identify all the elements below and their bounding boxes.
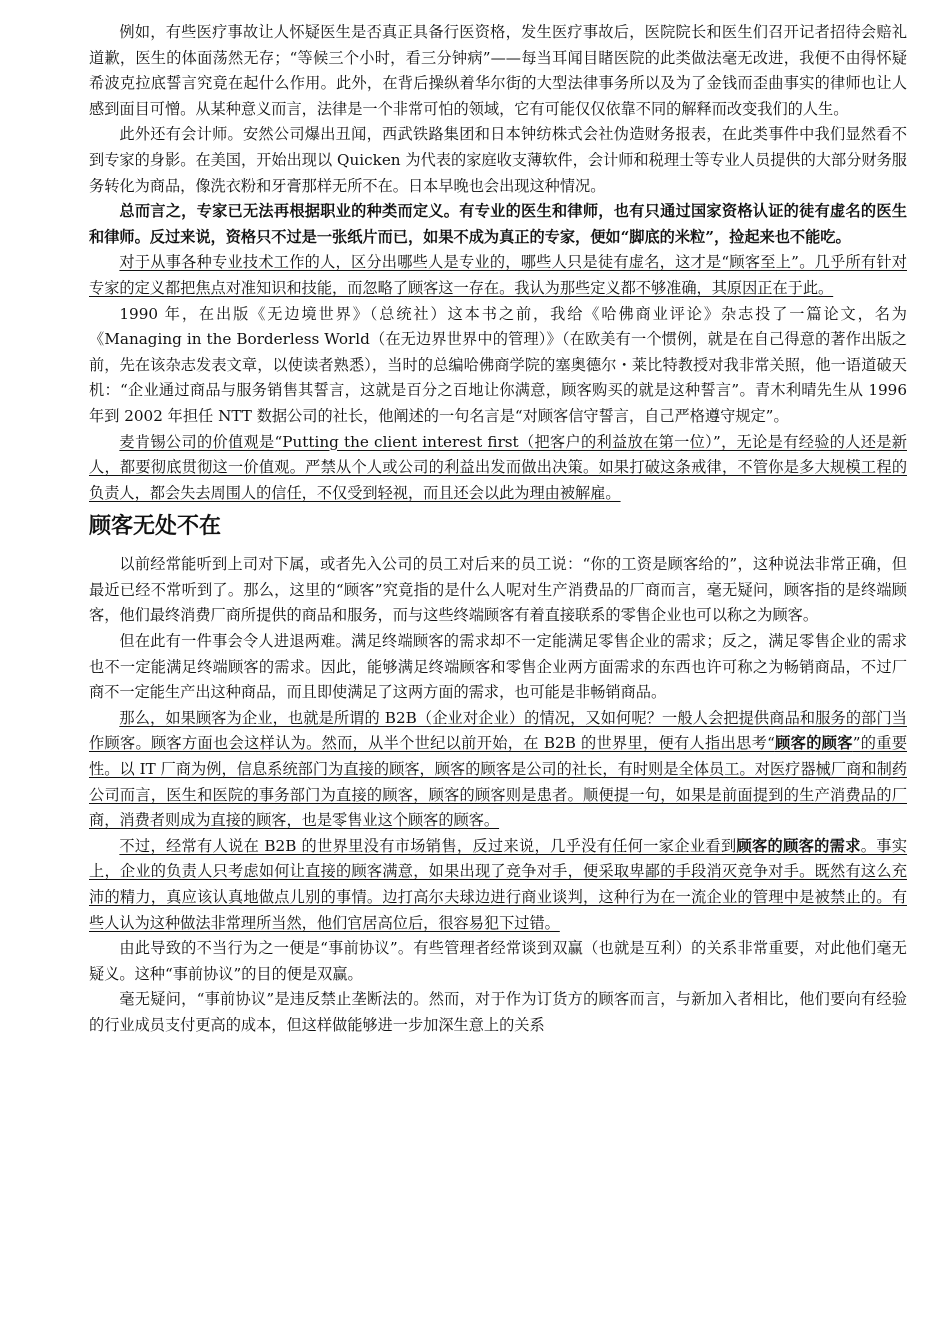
paragraph-who-is-customer: 以前经常能听到上司对下属，或者先入公司的员工对后来的员工说：“你的工资是顾客给的”，这种说法非常正确，但最近已经不常听到了。那么，这里的“顾客”究竟指的是什么人呢对生产消费品的厂商而言，毫无疑问，顾客指的是终端顾客，他们最终消费厂商所提供的商品和服务，而与这些终端顾客有着直接联系的零售企业也可以称之为顾客。 <box>89 555 907 625</box>
b2b-text-part2: ”的重要性。以 IT 厂商为例，信息系统部门为直接的顾客，顾客的顾客是公司的社长，有时则是全体员工。对医疗器械厂商和制药公司而言，医生和医院的事务部门为直接的顾客，顾客的顾客则是患者。顺便提一句，如果是前面提到的生产消费品的厂商，消费者则成为直接的顾客，也是零售业这个顾客的顾客。 <box>89 734 908 830</box>
paragraph-mckinsey-values: 麦肯锡公司的价值观是“Putting the client interest first（把客户的利益放在第一位）”，无论是有经验的人还是新人，都要彻底贯彻这一价值观。严禁从个人或公司的利益出发而做出决策。如果打破这条戒律，不管你是多大规模工程的负责人，都会失去周围人的信任，不仅受到轻视，而且还会以此为理由被解雇。 <box>89 432 907 502</box>
b2b-text-part1: 那么，如果顾客为企业，也就是所谓的 B2B（企业对企业）的情况，又如何呢？一般人会把提供商品和服务的部门当作顾客。顾客方面也会这样认为。然而，从半个世纪以前开始，在 B2B 的世界里，便有人指出思考“ <box>89 708 907 753</box>
market-text-part1: 不过，经常有人说在 B2B 的世界里没有市场销售，反过来说，几乎没有任何一家企业看到 <box>119 836 737 855</box>
b2b-bold-phrase: 顾客的顾客 <box>774 734 853 753</box>
paragraph-prior-agreement: 由此导致的不当行为之一便是“事前协议”。有些管理者经常谈到双赢（也就是互利）的关系非常重要，对此他们毫无疑义。这种“事前协议”的目的便是双赢。 <box>89 939 907 983</box>
paragraph-dilemma: 但在此有一件事会令人进退两难。满足终端顾客的需求却不一定能满足零售企业的需求；反之，满足零售企业的需求也不一定能满足终端顾客的需求。因此，能够满足终端顾客和零售企业两方面需求的东西也许可称之为畅销商品，不过厂商不一定能生产出这种商品，而且即使满足了这两方面的需求，也可能是非畅销商品。 <box>89 632 907 702</box>
paragraph-hbr-article: 1990 年，在出版《无边境世界》（总统社）这本书之前，我给《哈佛商业评论》杂志投了一篇论文，名为《Managing in the Borderless World（在无边界世界中的管理）》（在欧美有一个惯例，就是在自己得意的著作出版之前，先在该杂志发表文章，以使读者熟悉），当时的总编哈佛商学院的塞奥德尔・莱比特教授对我非常关照，他一语道破天机：“企业通过商品与服务销售其誓言，这就是百分之百地让你满意，顾客购买的就是这种誓言”。青木利晴先生从 1996 年到 2002 年担任 NTT 数据公司的社长，他阐述的一句名言是“对顾客信守誓言，自己严格遵守规定”。 <box>89 304 907 425</box>
paragraph-antitrust: 毫无疑问，“事前协议”是违反禁止垄断法的。然而，对于作为订货方的顾客而言，与新加入者相比，他们要向有经验的行业成员支付更高的成本，但这样做能够进一步加深生意上的关系 <box>89 990 907 1034</box>
paragraph-b2b <box>89 706 907 834</box>
bold-summary-text: 总而言之，专家已无法再根据职业的种类而定义。有专业的医生和律师，也有只通过国家资格认证的徒有虚名的医生和律师。反过来说，资格只不过是一张纸片而已，如果不成为真正的专家，便如“脚底的米粒”，捡起来也不能吃。 <box>89 202 907 246</box>
paragraph-customer-first: 对于从事各种专业技术工作的人，区分出哪些人是专业的，哪些人只是徒有虚名，这才是“顾客至上”。几乎所有针对专家的定义都把焦点对准知识和技能，而忽略了顾客这一存在。我认为那些定义都不够准确，其原因正在于此。 <box>89 253 907 297</box>
section-heading: 顾客无处不在 <box>89 514 222 540</box>
paragraph-medical-accidents: 例如，有些医疗事故让人怀疑医生是否真正具备行医资格，发生医疗事故后，医院院长和医生们召开记者招待会赔礼道歉，医生的体面荡然无存；“等候三个小时，看三分钟病”——每当耳闻目睹医院的此类做法毫无改进，我便不由得怀疑希波克拉底誓言究竟在起什么作用。此外，在背后操纵着华尔街的大型法律事务所以及为了金钱而歪曲事实的律师也让人感到面目可憎。从某种意义而言，法律是一个非常可怕的领域，它有可能仅仅依靠不同的解释而改变我们的人生。 <box>89 23 907 118</box>
paragraph-no-marketing <box>89 834 907 936</box>
market-text-part2: 。事实上，企业的负责人只考虑如何让直接的顾客满意，如果出现了竞争对手，便采取卑鄙的手段消灭竞争对手。既然有这么充沛的精力，真应该认真地做点儿别的事情。边打高尔夫球边进行商业谈判，这种行为在一流企业的管理中是被禁止的。有些人认为这种做法非常理所当然，他们官居高位后，很容易犯下过错。 <box>89 836 908 932</box>
paragraph-accountants: 此外还有会计师。安然公司爆出丑闻，西武铁路集团和日本钟纺株式会社伪造财务报表，在此类事件中我们显然看不到专家的身影。在美国，开始出现以 Quicken 为代表的家庭收支薄软件，会计师和税理士等专业人员提供的大部分财务服务转化为商品，像洗衣粉和牙膏那样无所不在。日本早晚也会出现这种情况。 <box>89 125 907 195</box>
market-bold-phrase: 顾客的顾客的需求 <box>736 836 861 855</box>
document-page <box>89 20 907 1039</box>
paragraph-summary-bold <box>89 199 907 250</box>
